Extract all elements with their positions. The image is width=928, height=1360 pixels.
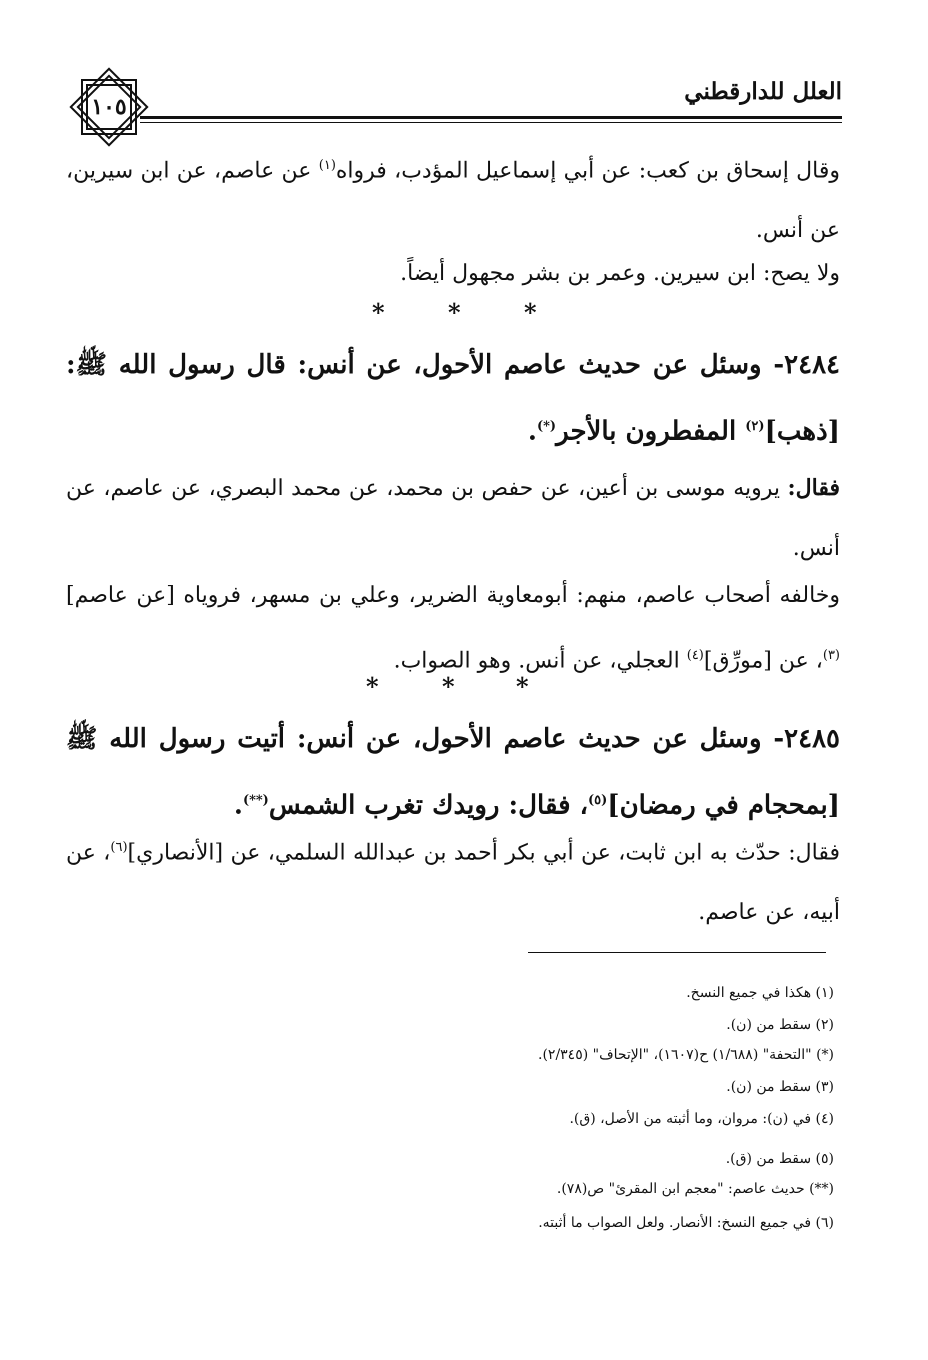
header-rule-thin: [140, 122, 842, 123]
footnote-ref: (٥): [587, 793, 608, 808]
question-2484: [66, 334, 840, 463]
text: ، عن [مورِّق]: [703, 648, 823, 674]
text: وقال إسحاق بن كعب: عن أبي إسماعيل المؤدب، فرواه: [335, 158, 840, 184]
text: وسئل عن حديث عاصم الأحول، عن أنس: أتيت رسول الله ﷺ [بمحجام في رمضان]: [66, 724, 840, 821]
text: ، فقال: رويدك تغرب الشمس: [268, 790, 588, 821]
separator-star: *: [366, 672, 379, 701]
footnote-ref: (**): [242, 793, 269, 808]
separator-star: *: [448, 298, 461, 327]
text: عن عاصم، عن ابن سيرين، عن أنس.: [66, 158, 840, 244]
footnote: (*) "التحفة" (١/٦٨٨) ح(١٦٠٧)، "الإتحاف" (٢/٣٤٥).: [538, 1047, 834, 1063]
text: .: [233, 790, 243, 821]
footnote: (٦) في جميع النسخ: الأنصار. ولعل الصواب ما أثبته.: [538, 1215, 834, 1231]
entry-number: ٢٤٨٥-: [773, 724, 840, 754]
separator-star: *: [442, 672, 455, 701]
footnote: (٥) سقط من (ق).: [725, 1151, 834, 1167]
answer-lead: فقال:: [787, 475, 840, 501]
answer-paragraph: [66, 818, 840, 943]
footnote-ref: (*): [536, 419, 557, 434]
answer-paragraph: [66, 458, 840, 579]
page-number: ١٠٥: [91, 94, 127, 120]
text: المفطرون بالأجر: [556, 416, 746, 447]
text: وسئل عن حديث عاصم الأحول، عن أنس: قال رسول الله ﷺ: [ذهب]: [66, 350, 840, 447]
entry-number: ٢٤٨٤-: [773, 350, 840, 380]
footnote-ref: (٢): [745, 419, 765, 434]
footnote-ref: (١): [318, 158, 336, 173]
text: وخالفه أصحاب عاصم، منهم: أبومعاوية الضرير، وعلي بن مسهر، فروياه [عن عاصم]: [66, 583, 841, 608]
separator-star: *: [524, 298, 537, 327]
text: ولا يصح: ابن سيرين. وعمر بن بشر مجهول أيضاً.: [400, 261, 840, 286]
book-title: العلل للدارقطني: [684, 78, 842, 105]
footnote: (٤) في (ن): مروان، وما أثبته من الأصل، (ق).: [569, 1111, 834, 1127]
footnote-ref: (٣): [822, 648, 840, 663]
footnote-separator: [528, 952, 826, 953]
text: .: [527, 416, 537, 447]
separator-star: *: [372, 298, 385, 327]
footnote: (**) حديث عاصم: "معجم ابن المقرئ" ص(٧٨).: [556, 1181, 834, 1197]
footnote: (٢) سقط من (ن).: [726, 1017, 834, 1033]
footnote-ref: (٦): [110, 840, 128, 855]
text: ، عن أبيه، عن عاصم.: [66, 840, 840, 926]
text: يرويه موسى بن أعين، عن حفص بن محمد، عن محمد البصري، عن عاصم، عن أنس.: [66, 476, 840, 561]
footnote: (٣) سقط من (ن).: [726, 1079, 834, 1095]
footnote: (١) هكذا في جميع النسخ.: [686, 985, 834, 1001]
text: العجلي، عن أنس. وهو الصواب.: [393, 648, 687, 674]
separator-star: *: [516, 672, 529, 701]
footnote-ref: (٤): [686, 648, 704, 663]
header-rule: [140, 116, 842, 119]
paragraph: [66, 136, 840, 261]
paragraph: [66, 244, 840, 304]
text: فقال: حدّث به ابن ثابت، عن أبي بكر أحمد بن عبدالله السلمي، عن [الأنصاري]: [127, 840, 841, 866]
